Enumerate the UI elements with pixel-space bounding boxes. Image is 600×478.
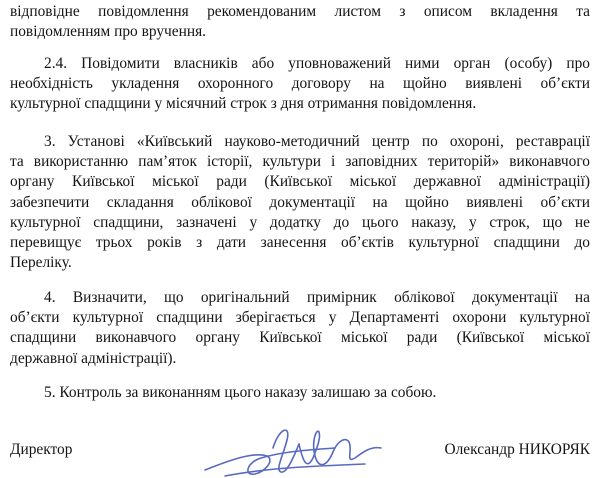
text-line: об’єкти культурної спадщини зберігається у Департаменті охорони культурної [10, 309, 590, 327]
text-line: 2.4. Повідомити власників або уповноважений ними орган (особу) про [44, 55, 590, 72]
text-line: культурної спадщини у місячний строк з дня отримання повідомлення. [10, 95, 477, 113]
signature-block [10, 441, 590, 465]
text-line: та використанню пам’яток історії, культури і заповідних територій» виконавчого [10, 153, 590, 171]
signatory-name: Олександр НИКОРЯК [444, 441, 590, 458]
text-line: 3. Установі «Київський науково-методичний центр по охороні, реставрації [44, 133, 590, 150]
paragraph-continuation [10, 2, 590, 42]
text-line: спадщини виконавчого органу Київської міської ради (Київської міської [10, 329, 590, 347]
text-line: Переліку. [10, 254, 72, 272]
text-line: державної адміністрації). [10, 349, 177, 367]
text-line: відповідне повідомлення рекомендованим листом з описом вкладення та [10, 3, 590, 20]
text-line: забезпечити складання облікової документації на щойно виявлені об’єкти [10, 193, 590, 211]
paragraph-4 [10, 288, 590, 369]
text-line: повідомленням про вручення. [10, 23, 206, 41]
paragraph-5 [10, 383, 590, 403]
text-line: необхідність укладення охоронного договору на щойно виявлені об’єкти [10, 75, 590, 93]
text-line: перевищує трьох років з дати занесення об’єктів культурної спадщини до [10, 234, 590, 252]
text-line: 5. Контроль за виконанням цього наказу залишаю за собою. [44, 384, 437, 401]
text-line: культурної спадщини, зазначені у додатку до цього наказу, у строк, що не [10, 213, 590, 231]
text-line: органу Київської міської ради (Київської міської державної адміністрації) [10, 173, 590, 191]
text-line: 4. Визначити, що оригінальний примірник облікової документації на [44, 289, 590, 306]
paragraph-2-4 [10, 54, 590, 115]
paragraph-3 [10, 132, 590, 273]
signatory-title: Директор [10, 441, 73, 458]
